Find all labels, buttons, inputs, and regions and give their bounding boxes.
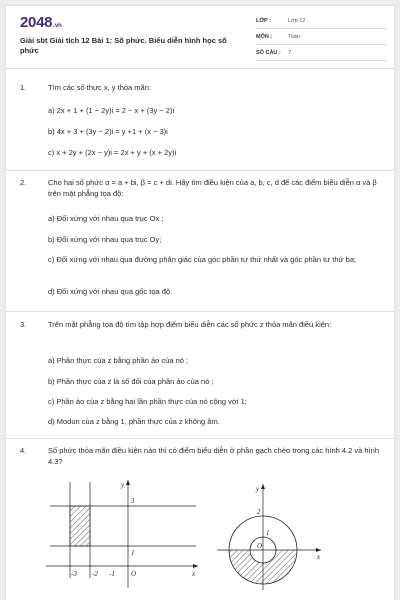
option-d: d) Modun của z bằng 1, phần thực của z không âm.: [48, 417, 220, 426]
figure-4-2: [46, 478, 202, 590]
y-axis-label: y: [256, 485, 260, 493]
option-c: c) Đối xứng với nhau qua đường phân giác của góc phần tư thứ nhất và góc phần tư thứ ba;: [48, 255, 357, 264]
option-a: a) 2x + 1 + (1 − 2y)i = 2 − x + (3y − 2)i: [48, 106, 175, 115]
x-axis-arrow-icon: [316, 548, 321, 552]
question-number: 2.: [20, 178, 27, 187]
document-page: [6, 6, 394, 600]
x-tick-minus-2: -2: [92, 570, 98, 578]
question-number: 1.: [20, 83, 27, 92]
origin-label: O: [257, 542, 263, 550]
meta-value: Toán: [288, 34, 300, 40]
meta-subject-row: [256, 32, 388, 45]
meta-value: 7: [288, 50, 292, 56]
x-axis-label: x: [317, 553, 321, 561]
question-stem: Trên mặt phẳng tọa độ tìm tập hợp điểm biểu diễn các số phức z thỏa mãn điều kiện:: [48, 320, 332, 329]
meta-label: MÔN :: [256, 34, 273, 40]
y-tick-2: 2: [257, 508, 261, 516]
option-b: b) Đối xứng với nhau qua trục Oy;: [48, 235, 162, 244]
shaded-region: [70, 506, 90, 546]
meta-label: LỚP :: [256, 18, 271, 24]
question-number: 4.: [20, 446, 27, 455]
y-axis-label: y: [121, 481, 125, 489]
x-axis-label: x: [192, 570, 196, 578]
meta-class-row: [256, 16, 388, 29]
y-axis-arrow-icon: [261, 484, 265, 489]
divider: [6, 438, 394, 439]
x-axis-arrow-icon: [193, 564, 198, 568]
question-stem: Cho hai số phức α = a + bi, β = c + di. Hãy tìm điều kiện của a, b, c, d để các điểm biểu diễn α và β trên mặt phẳng tọa độ:: [48, 178, 377, 198]
option-a: a) Đối xứng với nhau qua trục Ox ;: [48, 214, 164, 223]
figure-4-3: [211, 480, 329, 592]
y-axis-arrow-icon: [126, 480, 130, 485]
meta-count-row: [256, 48, 388, 61]
page-title: Giải sbt Giải tích 12 Bài 1: Số phức. Biểu diễn hình học số phức: [20, 36, 227, 55]
logo-text: 2048: [20, 14, 53, 31]
y-tick-1: 1: [131, 549, 135, 557]
meta-label: SỐ CÂU :: [256, 50, 281, 56]
question-stem: Số phức thỏa mãn điều kiện nào thì có điểm biểu diễn ở phần gạch chéo trong các hình 4.2 và hình 4.3?: [48, 446, 379, 466]
option-d: d) Đối xứng với nhau qua gốc tọa độ.: [48, 287, 173, 296]
option-b: b) Phần thực của z là số đối của phần ảo của nó ;: [48, 377, 214, 386]
option-b: b) 4x + 3 + (3y − 2)i = y +1 + (x − 3)i: [48, 127, 168, 136]
meta-value: Lớp 12: [288, 18, 306, 24]
origin-label: O: [131, 570, 137, 578]
divider: [6, 170, 394, 171]
divider: [6, 68, 394, 69]
y-tick-1: 1: [266, 529, 270, 537]
divider: [6, 311, 394, 312]
y-tick-3: 3: [131, 497, 135, 505]
question-stem: Tìm các số thực x, y thỏa mãn:: [48, 83, 151, 92]
site-logo[interactable]: [20, 14, 62, 31]
option-c: c) x + 2y + (2x − y)i = 2x + y + (x + 2y)i: [48, 148, 177, 157]
question-number: 3.: [20, 320, 27, 329]
option-a: a) Phần thực của z bằng phần ảo của nó ;: [48, 356, 189, 365]
logo-domain: .vn: [53, 23, 62, 29]
x-tick-minus-3: -3: [71, 570, 77, 578]
option-c: c) Phần ảo của z bằng hai lần phần thực của nó cộng với 1;: [48, 397, 247, 406]
x-tick-minus-1: -1: [109, 570, 115, 578]
